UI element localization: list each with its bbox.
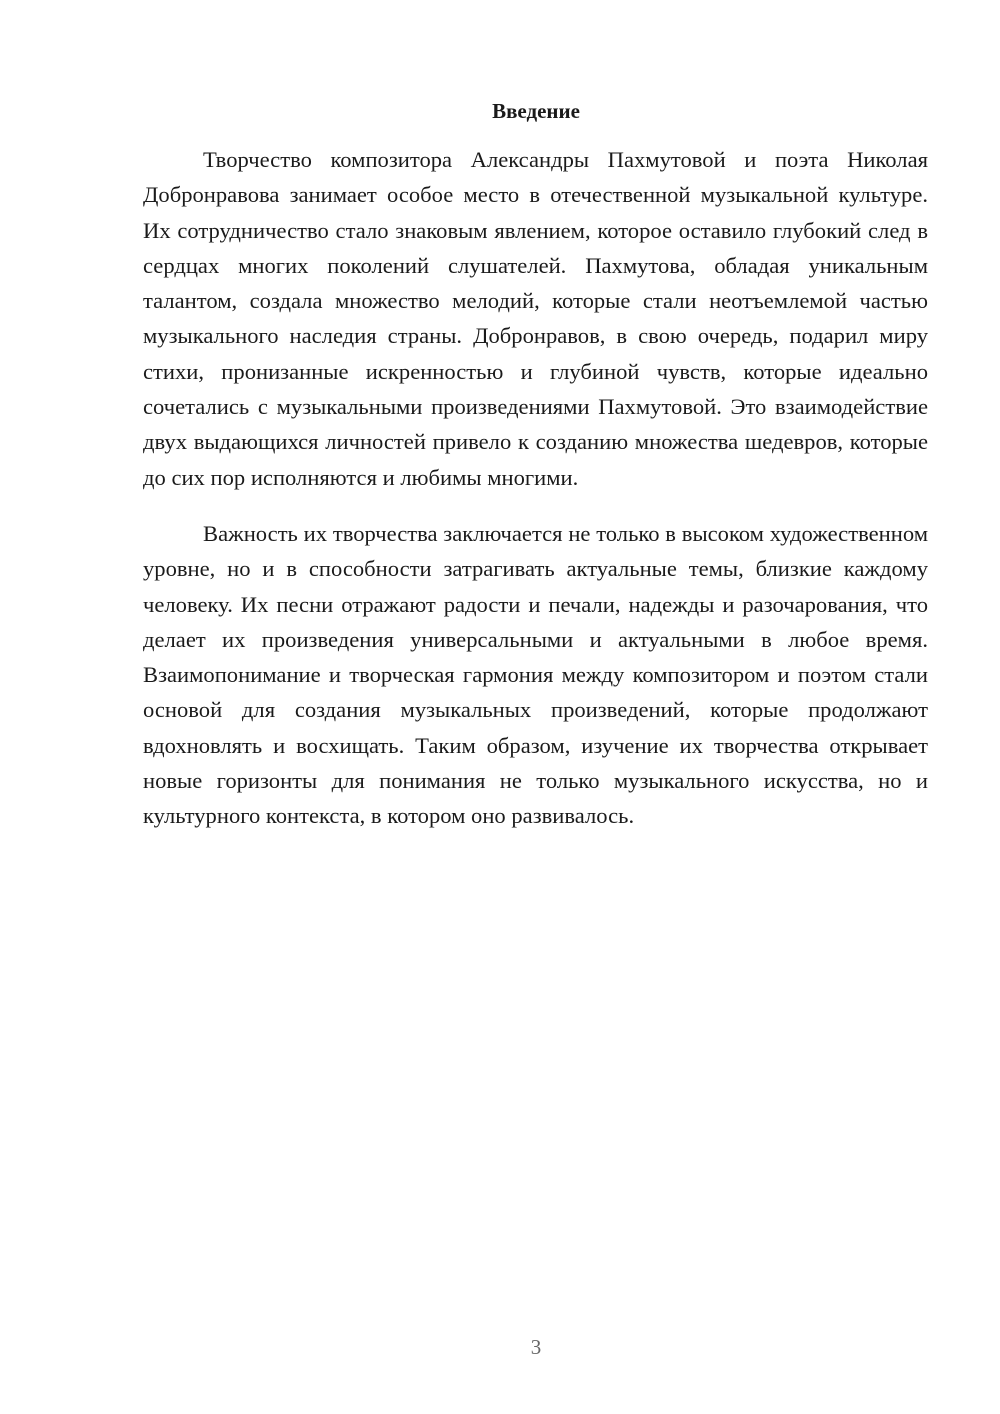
section-heading: Введение — [492, 99, 580, 123]
paragraph-2: Важность их творчества заключается не только в высоком художественном уровне, но и в способности затрагивать актуальные темы, близкие каждому человеку. Их песни отражают радости и печали, надежды и разочарования, что делает их произведения универсальными и актуальными в любое время. Взаимопонимание и творческая гармония между композитором и поэтом стали основой для создания музыкальных произведений, которые продолжают вдохновлять и восхищать. Таким образом, изучение их творчества открывает новые горизонты для понимания не только музыкального искусства, но и культурного контекста, в котором оно развивалось. — [143, 520, 928, 829]
paragraph-1: Творчество композитора Александры Пахмутовой и поэта Николая Добронравова занимает особое место в отечественной музыкальной культуре. Их сотрудничество стало знаковым явлением, которое оставило глубокий след в сердцах многих поколений слушателей. Пахмутова, обладая уникальным талантом, создала множество мелодий, которые стали неотъемлемой частью музыкального наследия страны. Добронравов, в свою очередь, подарил миру стихи, пронизанные искренностью и глубиной чувств, которые идеально сочетались с музыкальными произведениями Пахмутовой. Это взаимодействие двух выдающихся личностей привело к созданию множества шедевров, которые до сих пор исполняются и любимы многими. — [143, 147, 928, 490]
body-text — [143, 142, 928, 834]
page-number: 3 — [530, 1335, 542, 1359]
